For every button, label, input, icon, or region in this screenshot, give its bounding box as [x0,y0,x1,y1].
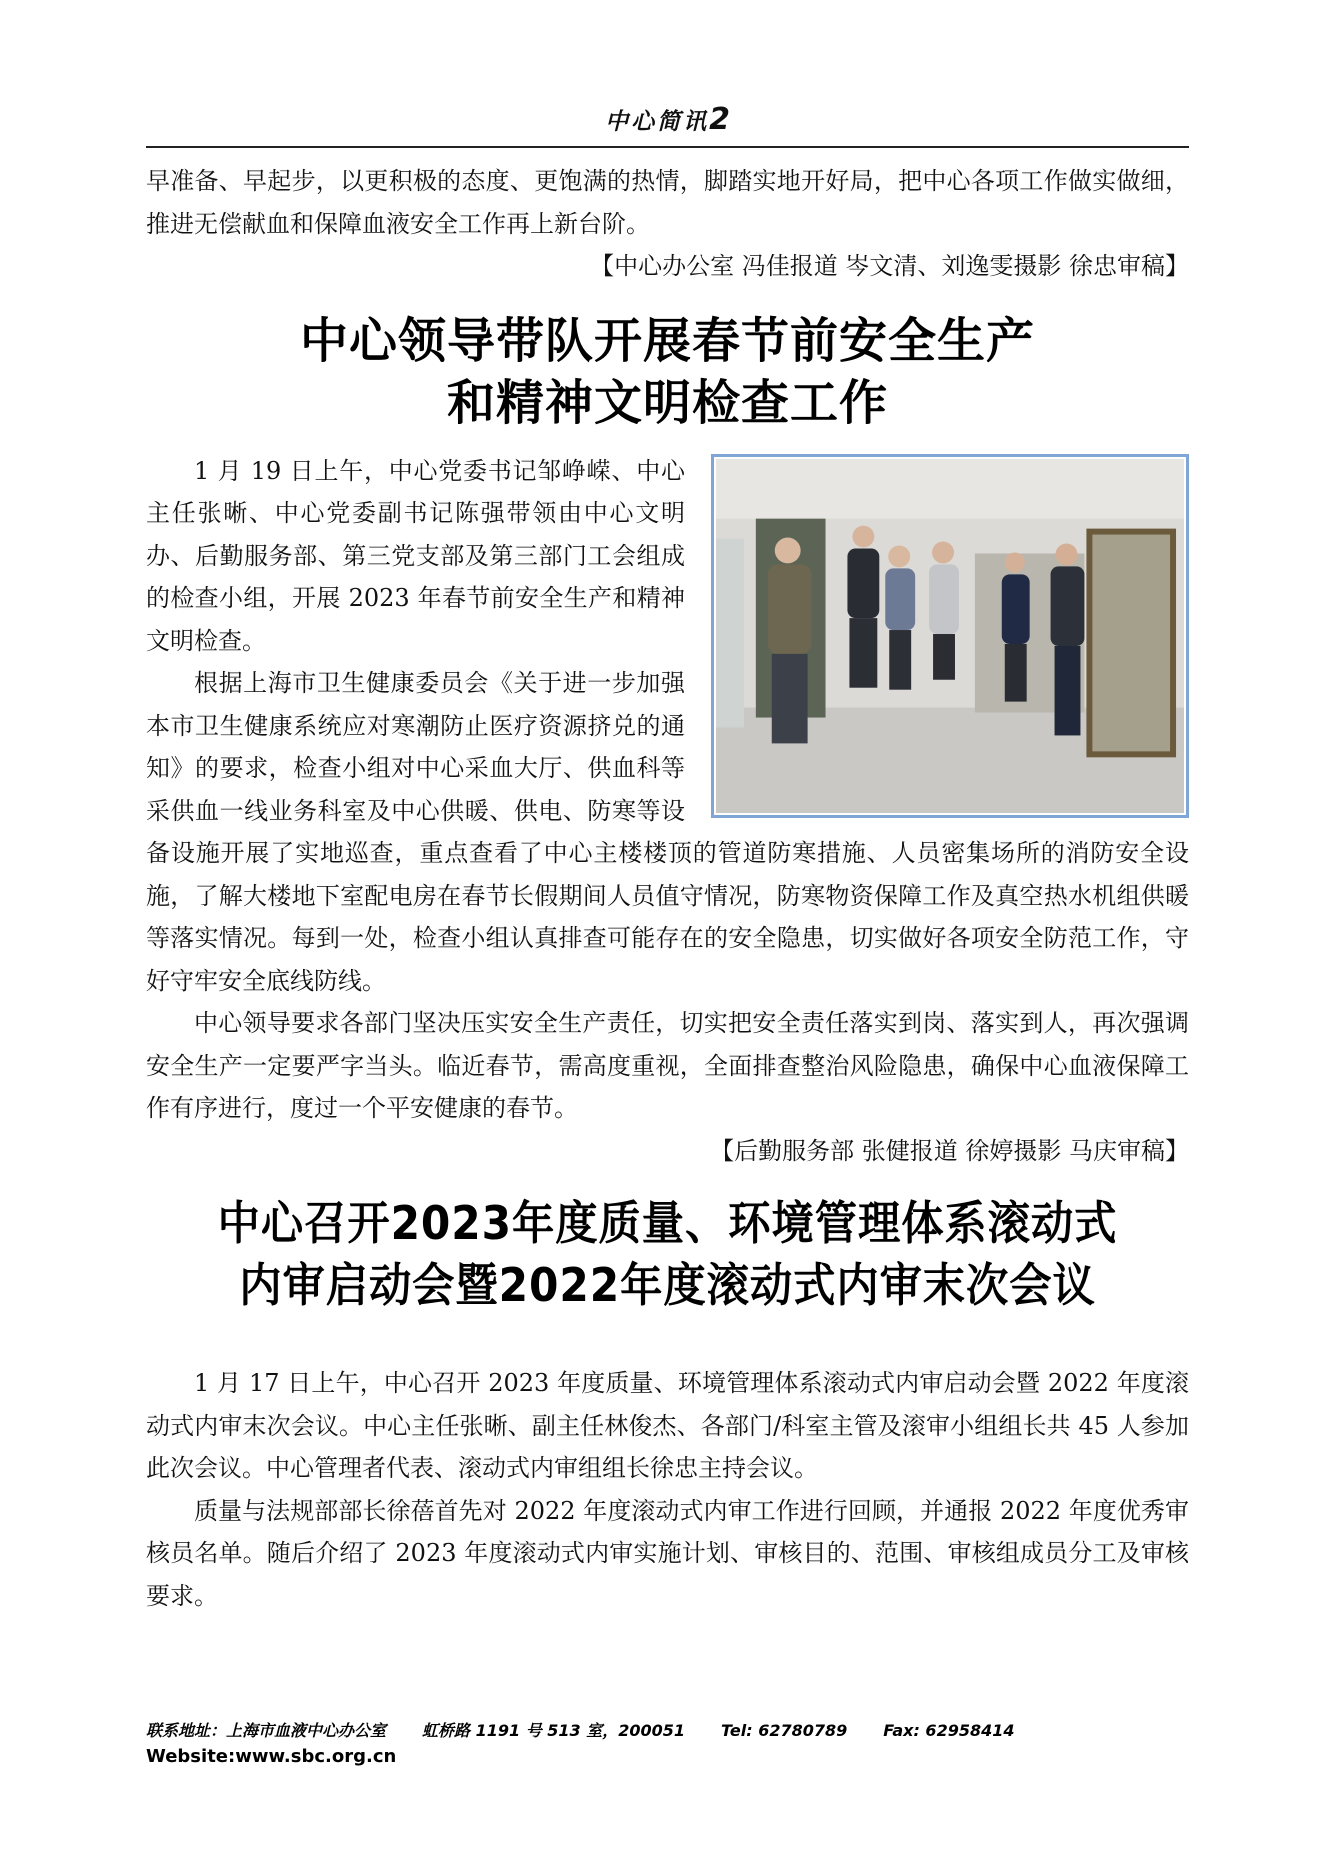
address-detail: 虹桥路 1191 号 513 室，200051 [422,1721,686,1740]
article2-title: 中心领导带队开展春节前安全生产 和精神文明检查工作 [299,312,1035,431]
page-number: 2 [709,102,730,137]
inspection-photo [711,454,1189,818]
article1-credit: 【中心办公室 冯佳报道 岑文清、刘逸雯摄影 徐忠审稿】 [590,252,1189,280]
article2-credit: 【后勤服务部 张健报道 徐婷摄影 马庆审稿】 [710,1136,1189,1165]
page-header [146,92,1189,148]
fax: Fax: 62958414 [883,1721,1015,1740]
newsletter-title: 中心简讯2 [605,102,730,137]
article1-tail-paragraph: 早准备、早起步，以更积极的态度、更饱满的热情，脚踏实地开好局，把中心各项工作做实做细，推进无偿献血和保障血液安全工作再上新台阶。 [146,167,1189,238]
website: Website:www.sbc.org.cn [146,1746,397,1767]
telephone: Tel: 62780789 [721,1721,848,1740]
page-body [146,160,1189,1617]
page-footer [146,1718,1015,1770]
article3-paragraph-2: 质量与法规部部长徐蓓首先对 2022 年度滚动式内审工作进行回顾，并通报 2022 年度优秀审核员名单。随后介绍了 2023 年度滚动式内审实施计划、审核目的、范围、审核组成员分工及审核要求。 [146,1496,1189,1610]
article2-paragraph-1: 1 月 19 日上午，中心党委书记邹峥嵘、中心主任张晰、中心党委副书记陈强带领由中心文明办、后勤服务部、第三党支部及第三部门工会组成的检查小组，开展 2023 年春节前安全生产和精神文明检查。 [146,456,685,655]
address-label: 联系地址：上海市血液中心办公室 [146,1721,387,1740]
article2-paragraph-3: 中心领导要求各部门坚决压实安全生产责任，切实把安全责任落实到岗、落实到人，再次强调安全生产一定要严字当头。临近春节，需高度重视，全面排查整治风险隐患，确保中心血液保障工作有序进行，度过一个平安健康的春节。 [146,1009,1189,1122]
article3-paragraph-1: 1 月 17 日上午，中心召开 2023 年度质量、环境管理体系滚动式内审启动会暨 2022 年度滚动式内审末次会议。中心主任张晰、副主任林俊杰、各部门/科室主管及滚审小组组长共 45 人参加此次会议。中心管理者代表、滚动式内审组组长徐忠主持会议。 [146,1369,1189,1482]
inspection-photo-image [716,459,1184,813]
article2-paragraph-2: 根据上海市卫生健康委员会《关于进一步加强本市卫生健康系统应对寒潮防止医疗资源挤兑的通知》的要求，检查小组对中心采血大厅、供血科等采供血一线业务科室及中心供暖、供电、防寒等设备设施开展了实地巡查，重点查看了中心主楼楼顶的管道防寒措施、人员密集场所的消防安全设施，了解大楼地下室配电房在春节长假期间人员值守情况，防寒物资保障工作及真空热水机组供暖等落实情况。每到一处，检查小组认真排查可能存在的安全隐患，切实做好各项安全防范工作，守好守牢安全底线防线。 [146,669,1189,995]
contact-line [146,1718,1015,1744]
article3-title: 中心召开2023年度质量、环境管理体系滚动式 内审启动会暨2022年度滚动式内审末次会议 [217,1196,1118,1312]
